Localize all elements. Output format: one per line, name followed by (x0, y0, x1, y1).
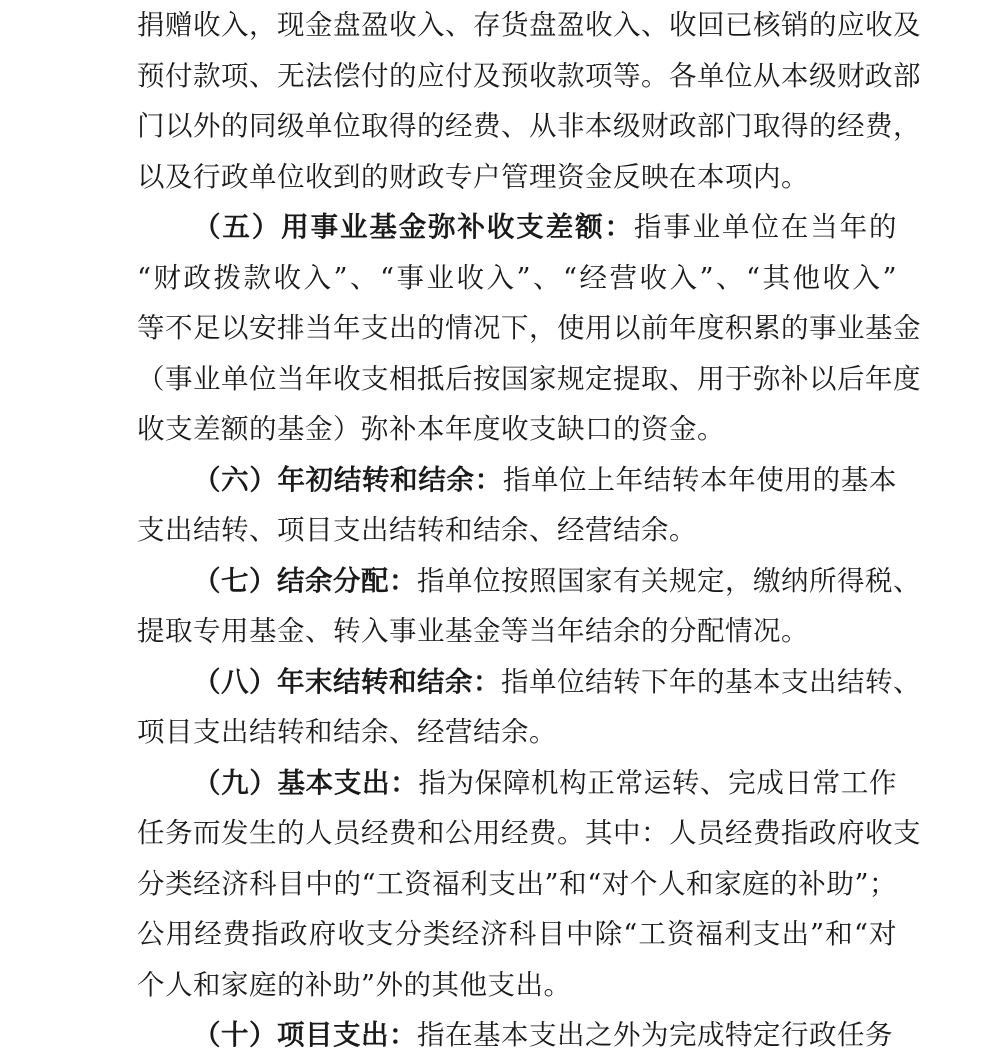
document-page (137, 0, 921, 1061)
text-line (137, 202, 897, 253)
item-text: 指事业单位在当年的 (633, 211, 898, 243)
paragraph-item-8 (137, 657, 921, 758)
item-text: 指单位按照国家有关规定，缴纳所得税、 (417, 564, 921, 597)
text-line: “财政拨款收入”、“事业收入”、“经营收入”、“其他收入” (137, 261, 898, 294)
text-line: 支出结转、项目支出结转和结余、经营结余。 (137, 514, 697, 546)
item-text: 指单位上年结转本年使用的基本 (502, 463, 898, 496)
item-text: 指在基本支出之外为完成特定行政任务 (417, 1019, 893, 1051)
text-line (137, 455, 897, 506)
text-line: 任务而发生的人员经费和公用经费。其中：人员经费指政府收支 (137, 817, 921, 849)
paragraph-item-7 (137, 556, 921, 657)
text-line: 捐赠收入，现金盘盈收入、存货盘盈收入、收回已核销的应收及 (137, 9, 921, 41)
item-heading: （六）年初结转和结余： (193, 463, 503, 496)
paragraph-income-continuation (137, 0, 921, 202)
text-line: 以及行政单位收到的财政专户管理资金反映在本项内。 (137, 160, 809, 193)
item-heading: （十）项目支出： (193, 1019, 417, 1051)
text-line (137, 758, 897, 809)
text-line: 收支差额的基金）弥补本年度收支缺口的资金。 (137, 413, 725, 445)
text-line: 项目支出结转和结余、经营结余。 (137, 716, 557, 748)
text-line (137, 657, 921, 708)
text-line: 门以外的同级单位取得的经费、从非本级财政部门取得的经费， (137, 110, 921, 142)
item-heading: （五）用事业基金弥补收支差额： (193, 211, 634, 243)
text-line: 提取专用基金、转入事业基金等当年结余的分配情况。 (137, 615, 809, 647)
paragraph-item-9 (137, 758, 921, 1011)
text-line: 公用经费指政府收支分类经济科目中除“工资福利支出”和“对 (137, 918, 897, 950)
text-line (137, 1010, 897, 1061)
item-text: 指为保障机构正常运转、完成日常工作 (418, 766, 898, 799)
text-line: 等不足以安排当年支出的情况下，使用以前年度积累的事业基金 (137, 312, 921, 344)
paragraph-item-5 (137, 202, 921, 455)
text-line: 预付款项、无法偿付的应付及预收款项等。各单位从本级财政部 (137, 59, 921, 92)
paragraph-item-6 (137, 455, 897, 556)
text-line: 个人和家庭的补助”外的其他支出。 (137, 968, 572, 1001)
item-text: 指单位结转下年的基本支出结转、 (501, 665, 921, 698)
text-line: 分类经济科目中的“工资福利支出”和“对个人和家庭的补助”； (137, 867, 897, 900)
paragraph-item-10 (137, 1010, 897, 1061)
item-heading: （七）结余分配： (193, 564, 417, 597)
item-heading: （八）年末结转和结余： (193, 665, 501, 698)
text-line: （事业单位当年收支相抵后按国家规定提取、用于弥补以后年度 (137, 362, 921, 395)
text-line (137, 556, 921, 607)
item-heading: （九）基本支出： (193, 766, 419, 799)
